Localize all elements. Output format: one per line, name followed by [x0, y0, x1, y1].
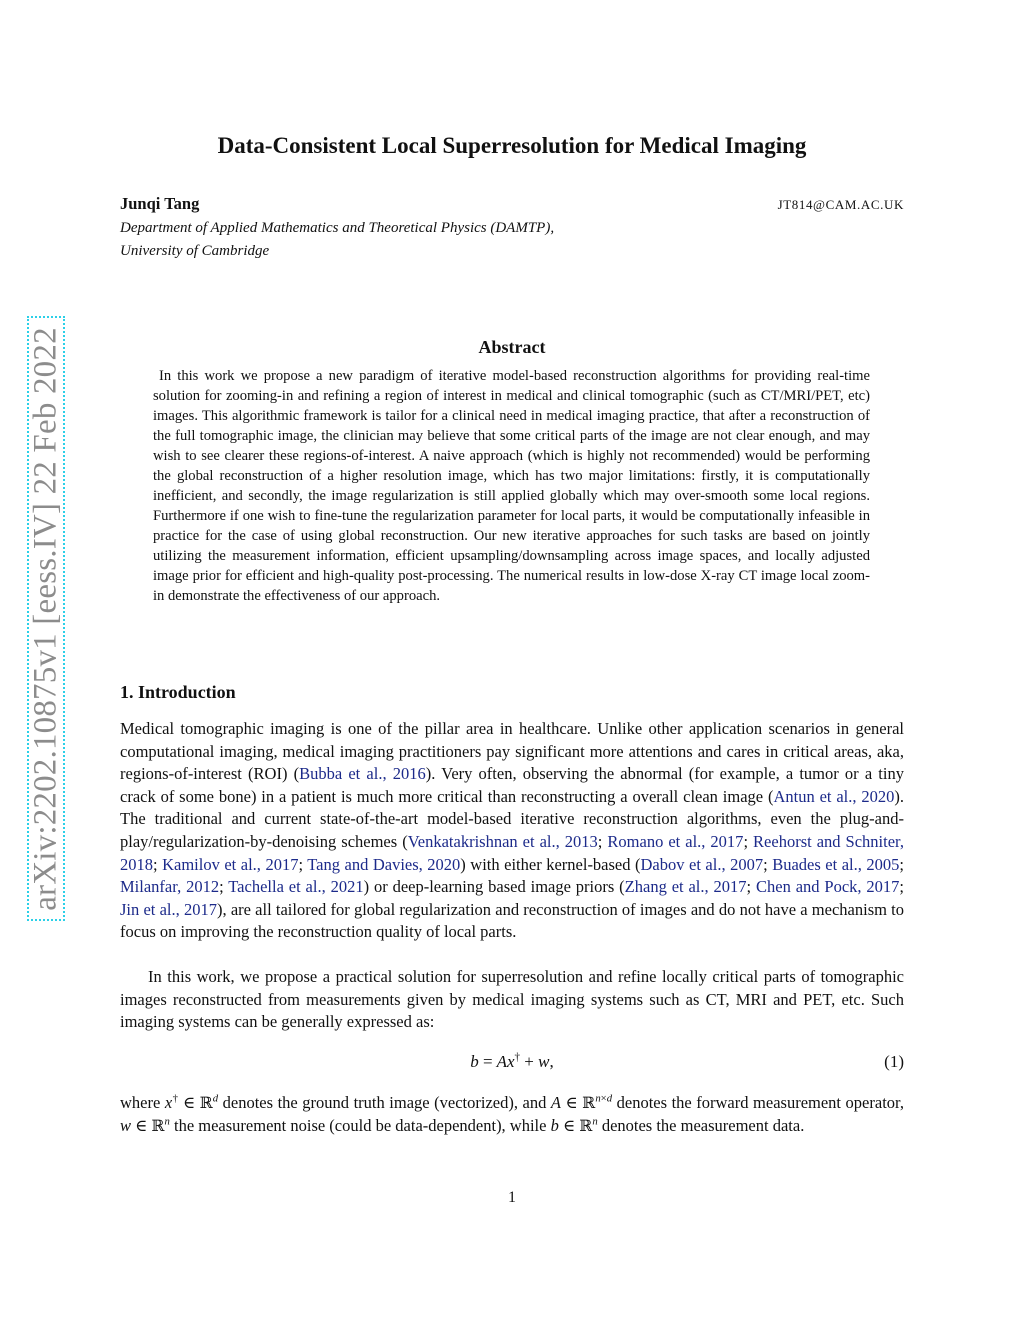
citation-link[interactable]: Jin et al., 2017 [120, 899, 217, 919]
citation-link[interactable]: Zhang et al., 2017 [624, 877, 747, 897]
introduction-paragraph-1: Medical tomographic imaging is one of the pillar area in healthcare. Unlike other application scenarios in general computational imaging, medical imaging practitioners pay significant more attentions and cares in critical areas, aka, regions-of-interest (ROI) (Bubba et al., 2016). Very often, observing the abnormal (for example, a tumor or a tiny crack of some bone) in a patient is much more critical than reconstructing a overall clean image (Antun et al., 2020). The traditional and current state-of-the-art model-based iterative reconstruction algorithms, even the plug-and-play/regularization-by-denoising schemes (Venkatakrishnan et al., 2013; Romano et al., 2017; Reehorst and Schniter, 2018; Kamilov et al., 2017; Tang and Davies, 2020) with either kernel-based (Dabov et al., 2007; Buades et al., 2005; Milanfar, 2012; Tachella et al., 2021) or deep-learning based image priors (Zhang et al., 2017; Chen and Pock, 2017; Jin et al., 2017), are all tailored for global regularization and reconstruction of images and do not have a mechanism to focus on improving the reconstruction quality of local parts. [120, 719, 905, 942]
citation-link[interactable]: Bubba et al., 2016 [299, 764, 426, 784]
citation-link[interactable]: Kamilov et al., 2017 [162, 854, 299, 874]
citation-link[interactable]: Antun et al., 2020 [773, 786, 895, 806]
author-affiliation-university: University of Cambridge [120, 243, 270, 259]
citation-link[interactable]: Milanfar, 2012 [120, 877, 220, 897]
citation-link[interactable]: Romano et al., 2017 [607, 831, 744, 851]
citation-link[interactable]: Chen and Pock, 2017 [756, 877, 900, 897]
equation-body: b = Ax† + w, [470, 1051, 554, 1071]
author-email: JT814@CAM.AC.UK [777, 197, 904, 212]
introduction-paragraph-3: where x† ∈ ℝ$^d$ denotes the ground truth image (vectorized), and A ∈ ℝ$^{n\times d}$ denotes the forward measurement operator, w ∈ ℝ$^n$ the measurement noise (could be data-dependent), while b ∈ ℝ$^n$ denotes the measurement data. [120, 1092, 904, 1135]
section-heading-introduction: 1. Introduction [120, 682, 236, 702]
citation-link[interactable]: Tang and Davies, 2020 [307, 854, 461, 874]
equation-number: (1) [884, 1052, 904, 1071]
author-affiliation-department: Department of Applied Mathematics and Theoretical Physics (DAMTP), [120, 220, 555, 236]
citation-link[interactable]: Dabov et al., 2007 [640, 854, 764, 874]
citation-link[interactable]: Venkatakrishnan et al., 2013 [407, 831, 598, 851]
abstract-heading: Abstract [478, 337, 546, 357]
arxiv-identifier-text: arXiv:2202.10875v1 [eess.IV] 22 Feb 2022 [27, 326, 64, 911]
author-name: Junqi Tang [120, 194, 200, 213]
abstract-body: In this work we propose a new paradigm of iterative model-based reconstruction algorithms for providing real-time solution for zooming-in and refining a region of interest in medical and clinical tomographic (such as CT/MRI/PET, etc) images. This algorithmic framework is tailor for a clinical need in medical imaging practice, that after a reconstruction of the full tomographic image, the clinician may believe that some critical parts of the image are not clear enough, and may wish to see clearer these regions-of-interest. A naive approach (which is highly not recommended) would be performing the global reconstruction of a higher resolution image, which has two major limitations: firstly, it is computationally inefficient, and secondly, the image regularization is still applied globally which may over-smooth some local regions. Furthermore if one wish to fine-tune the regularization parameter for local parts, it would be computationally infeasible in practice for the case of using global reconstruction. Our new iterative approaches for such tasks are based on jointly utilizing the measurement information, efficient upsampling/downsampling across image spaces, and locally adjusted image prior for efficient and high-quality post-processing. The numerical results in low-dose X-ray CT image local zoom-in demonstrate the effectiveness of our approach. [153, 368, 870, 604]
introduction-paragraph-2: In this work, we propose a practical solution for superresolution and refine locally critical parts of tomographic images reconstructed from measurements given by medical imaging systems such as CT, MRI and PET, etc. Such imaging systems can be generally expressed as: [120, 967, 904, 1032]
equation-1 [120, 1052, 904, 1078]
page-number: 1 [508, 1189, 516, 1206]
paper-title: Data-Consistent Local Superresolution for Medical Imaging [217, 133, 807, 158]
citation-link[interactable]: Reehorst and Schniter, 2018 [120, 831, 905, 874]
arxiv-identifier-stamp [27, 316, 65, 921]
citation-link[interactable]: Tachella et al., 2021 [228, 877, 364, 897]
citation-link[interactable]: Buades et al., 2005 [772, 854, 900, 874]
